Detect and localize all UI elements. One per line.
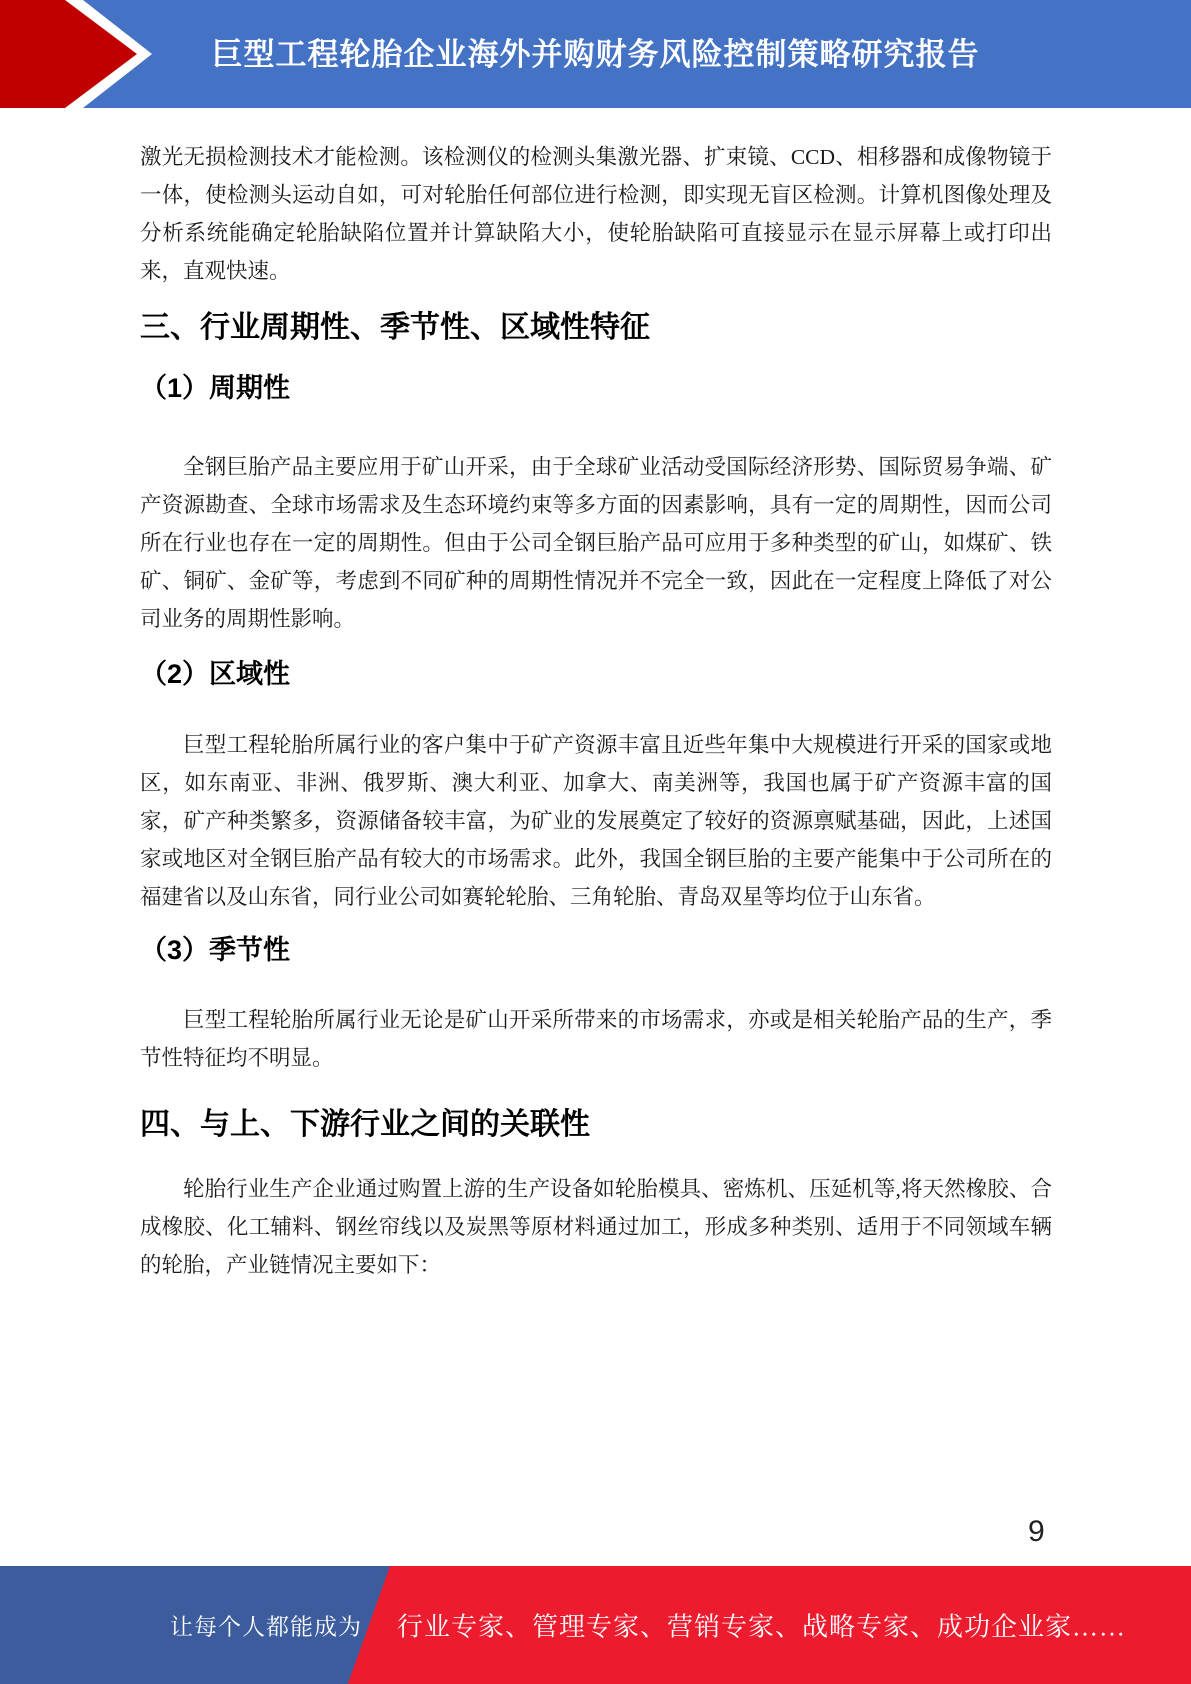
report-title: 巨型工程轮胎企业海外并购财务风险控制策略研究报告: [211, 36, 980, 72]
paragraph-seasonality: 巨型工程轮胎所属行业无论是矿山开采所带来的市场需求，亦或是相关轮胎产品的生产，季节性特征均不明显。: [140, 1008, 1052, 1070]
paragraph-intro: 激光无损检测技术才能检测。该检测仪的检测头集激光器、扩束镜、CCD、相移器和成像物镜于一体，使检测头运动自如，可对轮胎任何部位进行检测，即实现无盲区检测。计算机图像处理及分析系统能确定轮胎缺陷位置并计算缺陷大小，使轮胎缺陷可直接显示在显示屏幕上或打印出来，直观快速。: [140, 145, 1052, 283]
paragraph-periodicity: 全钢巨胎产品主要应用于矿山开采，由于全球矿业活动受国际经济形势、国际贸易争端、矿产资源勘查、全球市场需求及生态环境约束等多方面的因素影响，具有一定的周期性，因而公司所在行业也存在一定的周期性。但由于公司全钢巨胎产品可应用于多种类型的矿山，如煤矿、铁矿、铜矿、金矿等，考虑到不同矿种的周期性情况并不完全一致，因此在一定程度上降低了对公司业务的周期性影响。: [140, 455, 1052, 631]
section-heading-four: 四、与上、下游行业之间的关联性: [140, 1108, 590, 1141]
red-chevron-icon: [0, 0, 170, 108]
page-number: 9: [1028, 1515, 1045, 1548]
subsection-heading-seasonality: （3）季节性: [140, 935, 291, 965]
section-heading-three: 三、行业周期性、季节性、区域性特征: [140, 311, 650, 344]
subsection-heading-periodicity: （1）周期性: [140, 373, 291, 403]
footer-slogan-left: 让每个人都能成为: [170, 1614, 362, 1640]
subsection-heading-regionality: （2）区域性: [140, 659, 291, 689]
page-footer: [0, 1566, 1191, 1684]
page-header: [0, 0, 1191, 108]
paragraph-industry-chain: 轮胎行业生产企业通过购置上游的生产设备如轮胎模具、密炼机、压延机等,将天然橡胶、合成橡胶、化工辅料、钢丝帘线以及炭黑等原材料通过加工，形成多种类别、适用于不同领域车辆的轮胎，产业链情况主要如下：: [140, 1177, 1052, 1277]
paragraph-regionality: 巨型工程轮胎所属行业的客户集中于矿产资源丰富且近些年集中大规模进行开采的国家或地区，如东南亚、非洲、俄罗斯、澳大利亚、加拿大、南美洲等，我国也属于矿产资源丰富的国家，矿产种类繁多，资源储备较丰富，为矿业的发展奠定了较好的资源禀赋基础，因此，上述国家或地区对全钢巨胎产品有较大的市场需求。此外，我国全钢巨胎的主要产能集中于公司所在的福建省以及山东省，同行业公司如赛轮轮胎、三角轮胎、青岛双星等均位于山东省。: [140, 733, 1052, 909]
footer-slogan-right: 行业专家、管理专家、营销专家、战略专家、成功企业家……: [397, 1612, 1127, 1642]
